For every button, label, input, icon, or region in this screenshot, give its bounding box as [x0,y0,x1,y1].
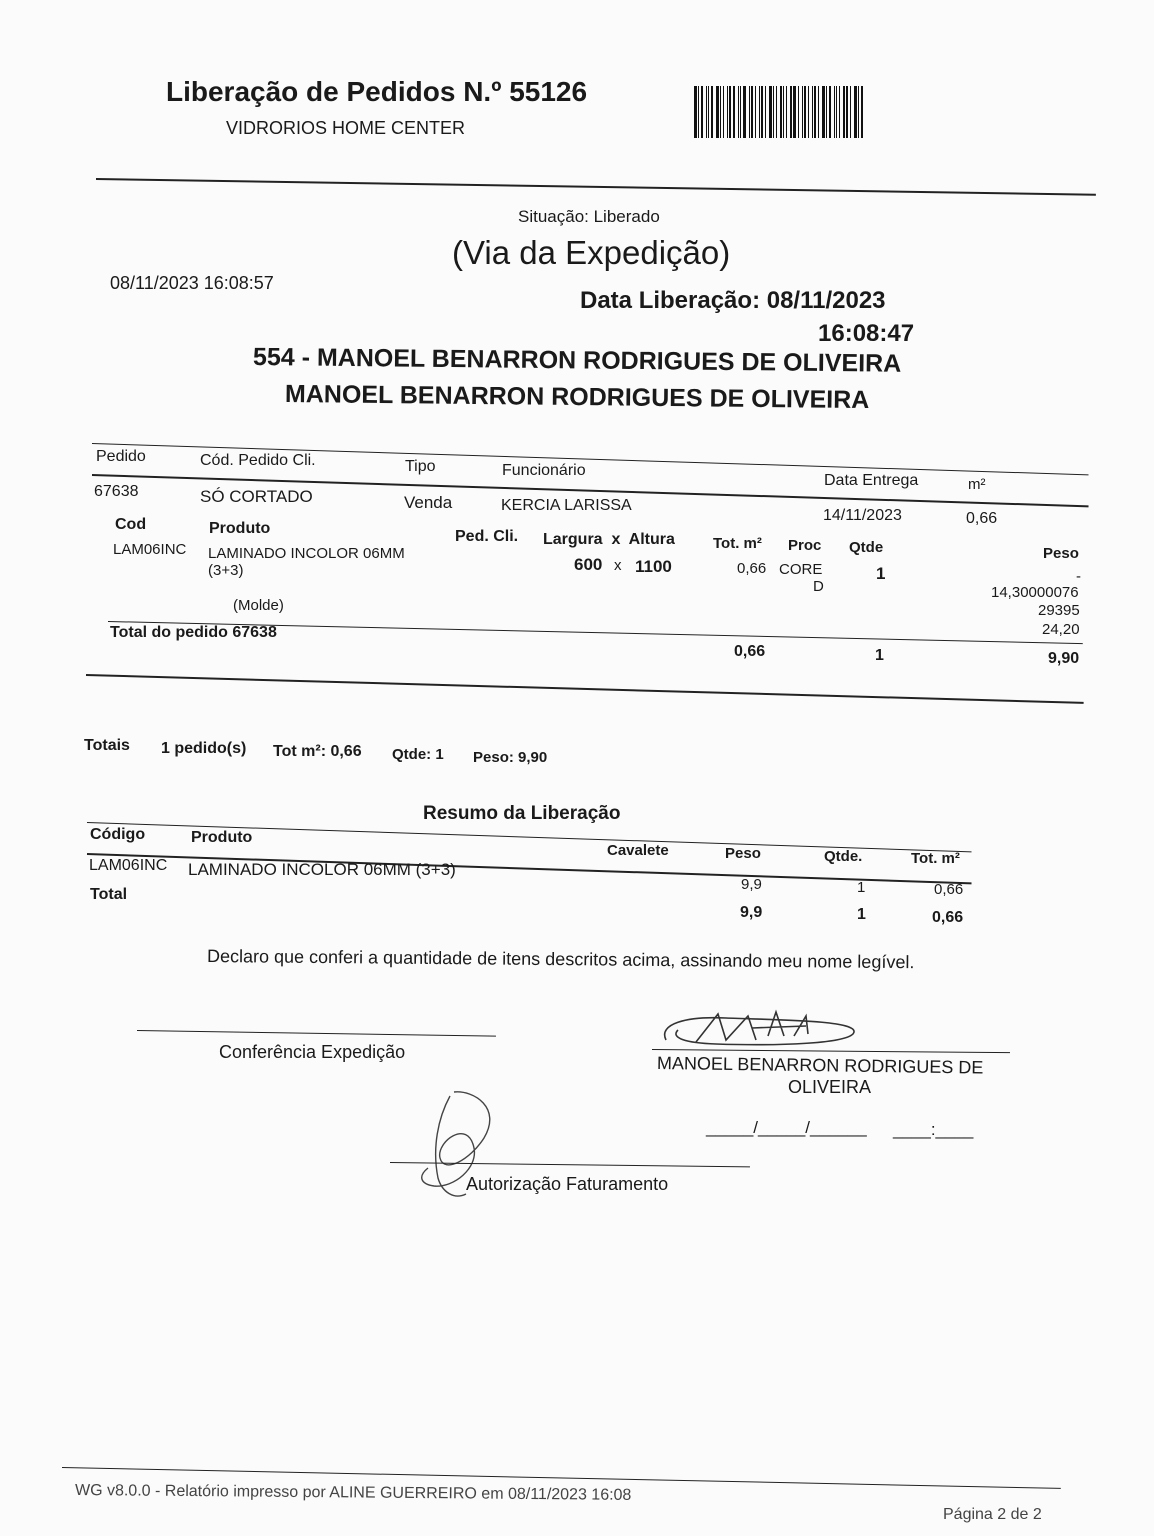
summary-row-codigo: LAM06INC [89,857,168,874]
barcode-bar [812,86,813,138]
barcode-bar [839,86,840,138]
summary-header-codigo: Código [90,826,146,843]
order-funcionario-value: KERCIA LARISSA [501,497,632,514]
barcode-bar [814,86,816,138]
order-total-tot-m2: 0,66 [734,643,766,660]
barcode-bar [720,86,721,138]
barcode-bar [738,86,739,138]
order-data-entrega-value: 14/11/2023 [823,507,902,524]
item-cod: LAM06INC [113,541,187,558]
barcode-bar [836,86,837,138]
col-header-pedido: Pedido [96,448,146,465]
totals-peso: Peso: 9,90 [473,749,548,766]
barcode-bar [780,86,782,138]
copy-type: (Via da Expedição) [452,234,731,271]
item-peso-line-2: 29395 [1038,602,1080,619]
item-produto-line-1: LAMINADO INCOLOR 06MM [208,545,405,562]
barcode-bar [729,86,731,138]
order-total-peso: 9,90 [1048,650,1080,667]
totals-tot-m2: Tot m²: 0,66 [273,743,362,760]
barcode-bar [790,86,792,138]
conferencia-signature-line [137,1030,496,1037]
item-header-produto: Produto [209,520,271,537]
footer-page: Página 2 de 2 [943,1506,1042,1523]
summary-header-cavalete: Cavalete [607,842,669,859]
order-bottom-rule [86,674,1084,704]
summary-header-peso: Peso [725,845,761,862]
col-header-cod-pedido-cli: Cód. Pedido Cli. [200,452,316,469]
summary-total-tot-m2: 0,66 [932,909,964,926]
item-proc-line-2: D [813,578,824,595]
barcode-bar [843,86,845,138]
item-header-proc: Proc [788,537,822,554]
item-header-qtde: Qtde [849,539,884,556]
barcode-bar [798,86,799,138]
barcode-bar [804,86,806,138]
barcode-bar [854,86,857,138]
barcode-bar [846,86,848,138]
order-pedido-value: 67638 [94,483,139,500]
barcode-bar [761,86,763,138]
barcode-bar [834,86,835,138]
barcode-bar [698,86,699,138]
barcode-bar [769,86,772,138]
status-label: Situação: Liberado [518,207,660,226]
summary-row-peso: 9,9 [741,876,762,893]
col-header-data-entrega: Data Entrega [824,472,919,489]
barcode-bar [727,86,728,138]
col-header-tipo: Tipo [405,458,436,475]
order-m2-value: 0,66 [966,510,998,527]
summary-total-label: Total [90,886,128,903]
printed-timestamp: 08/11/2023 16:08:57 [110,273,274,293]
item-tot-m2: 0,66 [737,560,767,577]
item-peso-dash: - [1076,568,1081,585]
item-header-dims: Largura x Altura [543,531,675,548]
item-produto-line-2: (3+3) [208,562,244,579]
conferencia-label: Conferência Expedição [219,1042,406,1062]
col-header-m2: m² [968,476,986,493]
barcode-bar [786,86,787,138]
barcode-bar [733,86,735,138]
summary-row-tot-m2: 0,66 [934,881,964,898]
totals-pedidos: 1 pedido(s) [161,740,247,757]
order-cod-pedido-cli-value: SÓ CORTADO [200,487,313,506]
client-line-1: 554 - MANOEL BENARRON RODRIGUES DE OLIVEIRA [252,343,902,378]
barcode-bar [751,86,753,138]
item-header-cod: Cod [115,516,147,533]
order-total-qtde: 1 [875,647,884,664]
release-date: Data Liberação: 08/11/2023 [580,287,886,314]
item-header-tot-m2: Tot. m² [713,535,762,552]
company-name: VIDRORIOS HOME CENTER [226,118,466,138]
barcode-bar [694,86,697,138]
declaration-text: Declaro que conferi a quantidade de itens descritos acima, assinando meu nome legível. [206,946,915,973]
barcode [694,86,872,138]
barcode-bar [808,86,809,138]
summary-row-qtde: 1 [857,879,866,896]
barcode-bar [755,86,756,138]
barcode-bar [826,86,827,138]
barcode-bar [711,86,713,138]
summary-row-produto: LAMINADO INCOLOR 06MM (3+3) [188,860,456,879]
footer-printed-by: WG v8.0.0 - Relatório impresso por ALINE GUERREIRO em 08/11/2023 16:08 [74,1482,632,1504]
barcode-bar [861,86,863,138]
item-header-ped-cli: Ped. Cli. [455,528,519,545]
barcode-bar [776,86,777,138]
barcode-bar [829,86,831,138]
barcode-bar [818,86,819,138]
barcode-bar [765,86,766,138]
barcode-bar [773,86,774,138]
document-title: Liberação de Pedidos N.º 55126 [166,76,588,107]
header-divider [96,178,1096,196]
barcode-bar [793,86,796,138]
autorizacao-label: Autorização Faturamento [466,1174,669,1194]
barcode-bar [850,86,851,138]
item-molde: (Molde) [233,597,284,614]
barcode-bar [759,86,760,138]
summary-title: Resumo da Liberação [423,803,621,824]
barcode-bar [723,86,724,138]
item-qtde: 1 [876,564,886,583]
summary-header-produto: Produto [191,829,253,846]
col-header-funcionario: Funcionário [502,462,586,479]
item-dims-x: x [614,557,622,574]
summary-total-peso: 9,9 [740,904,763,921]
date-blank: _____/_____/______ [706,1118,867,1137]
item-proc-line-1: CORE [779,561,823,578]
barcode-bar [743,86,746,138]
totals-label: Totais [84,737,130,754]
summary-header-tot-m2: Tot. m² [911,850,960,867]
client-name-line-2: OLIVEIRA [788,1077,872,1097]
summary-total-qtde: 1 [857,906,866,923]
totals-qtde: Qtde: 1 [392,746,444,763]
barcode-bar [701,86,703,138]
time-blank: ____:____ [893,1120,974,1139]
order-total-label: Total do pedido 67638 [110,624,277,641]
item-altura: 1100 [635,557,672,576]
item-peso-line-1: 14,30000076 [991,584,1079,601]
item-peso-line-3: 24,20 [1042,621,1080,638]
order-tipo-value: Venda [404,493,453,512]
barcode-bar [858,86,859,138]
summary-header-qtde: Qtde. [824,848,863,865]
barcode-bar [740,86,741,138]
barcode-bar [822,86,825,138]
item-largura: 600 [574,555,603,574]
barcode-bar [708,86,709,138]
client-name-line-1: MANOEL BENARRON RODRIGUES DE [656,1053,984,1078]
item-header-peso: Peso [1043,545,1079,562]
barcode-bar [783,86,784,138]
barcode-bar [706,86,707,138]
barcode-bar [716,86,719,138]
client-line-2: MANOEL BENARRON RODRIGUES DE OLIVEIRA [284,380,870,415]
barcode-bar [749,86,750,138]
barcode-bar [802,86,803,138]
release-time: 16:08:47 [818,320,915,347]
